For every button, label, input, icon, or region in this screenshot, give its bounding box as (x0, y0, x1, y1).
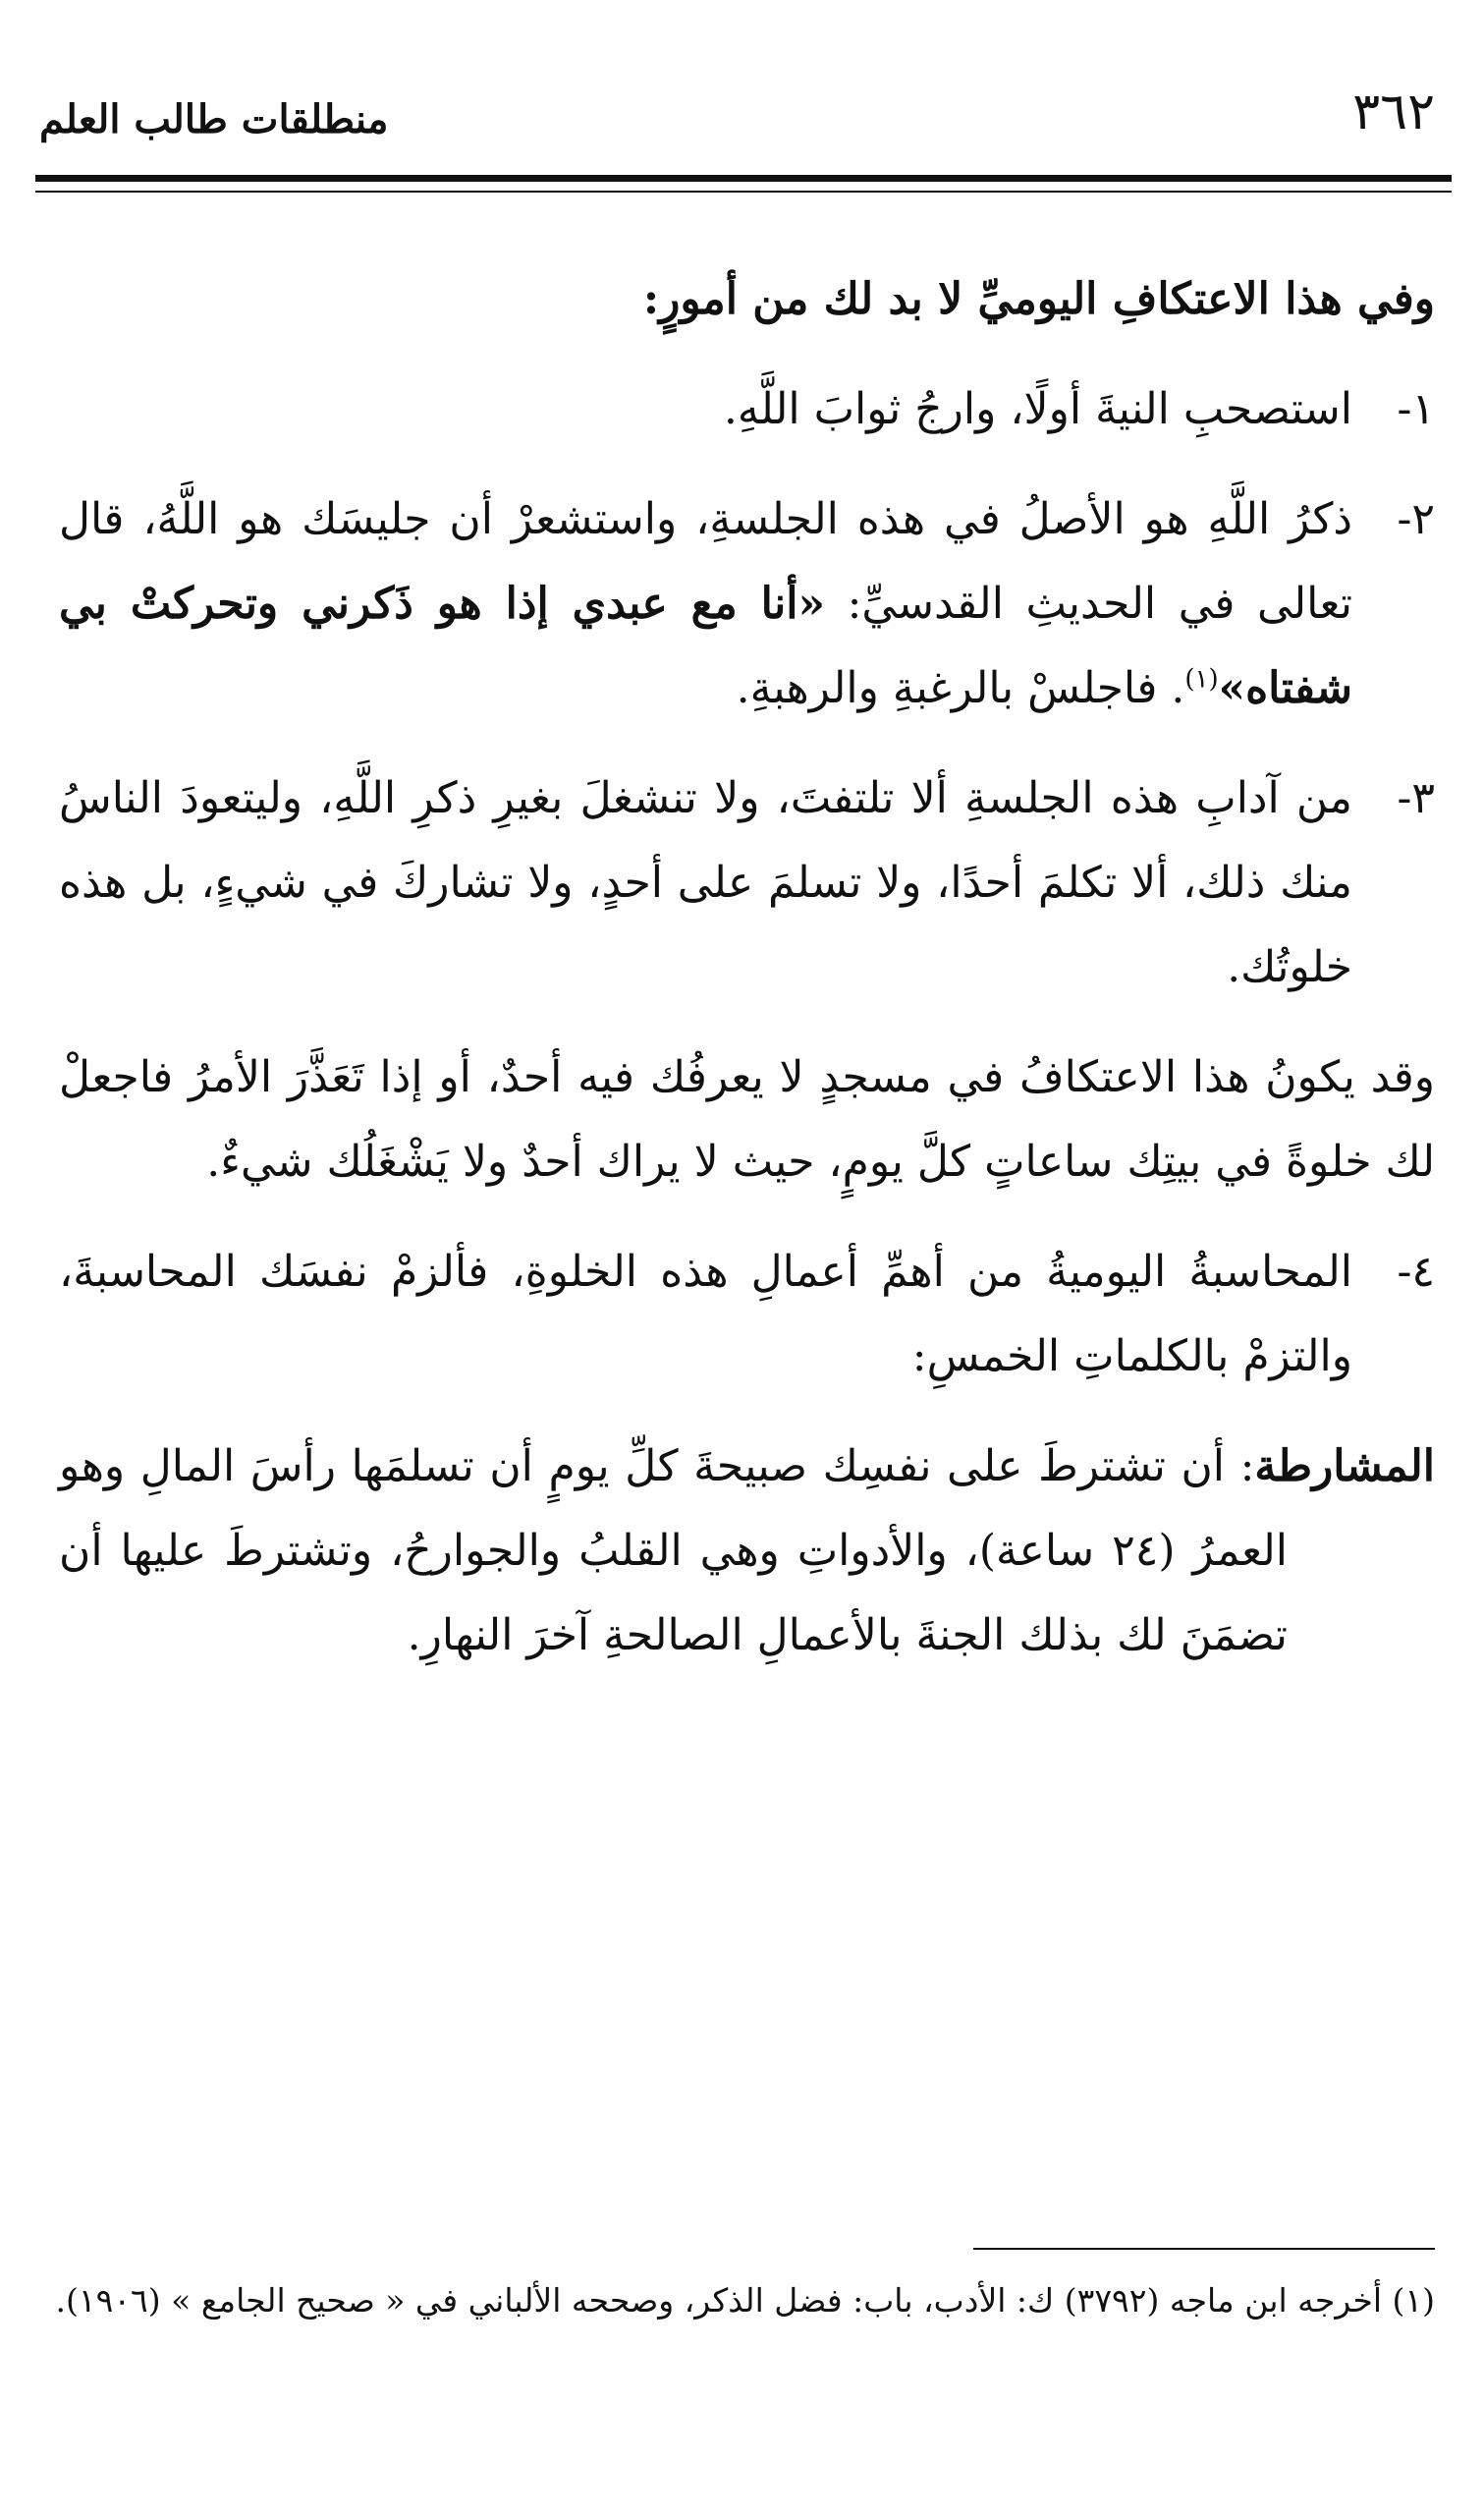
header-rule-thin (35, 191, 1452, 193)
header-rule-thick (35, 175, 1452, 182)
term-definition (59, 1425, 1435, 1678)
body-text (59, 257, 1435, 1704)
item-text: ذكرُ اللَّهِ هو الأصلُ في هذه الجلسةِ، واستشعرْ أن جليسَك هو اللَّهُ، قال تعالى في الحديثِ القدسيِّ: (59, 494, 1352, 629)
term-text: أن تشترطَ على نفسِك صبيحةَ كلِّ يومٍ أن تسلمَها رأسَ المالِ وهو العمرُ (٢٤ ساعة)، والأدواتِ وهي القلبُ والجوارحُ، وتشترطَ عليها أن تضمَنَ لك بذلك الجنةَ بالأعمالِ الصالحةِ آخرَ النهارِ. (59, 1441, 1288, 1660)
list-item-3 (59, 756, 1435, 1010)
item-text-continued: . فاجلسْ بالرغبةِ والرهبةِ. (736, 663, 1185, 713)
list-item-2 (59, 477, 1435, 731)
footnote (49, 2271, 1435, 2330)
hadith-quote: «أنا مع عبدي إذا هو ذَكرني وتحركتْ بي شفتاه» (59, 579, 1352, 713)
item-number: ٢- (1397, 494, 1435, 544)
footnote-divider (973, 2248, 1435, 2250)
footnote-text: (١) أخرجه ابن ماجه (٣٧٩٢) ك: الأدب، باب: فضل الذكر، وصححه الألباني في « صحيح الجامع » (١٩٠٦). (55, 2281, 1435, 2320)
item-text: استصحبِ النيةَ أولًا، وارجُ ثوابَ اللَّهِ. (723, 384, 1352, 434)
term-label: المشارطة (1254, 1441, 1435, 1491)
item-number: ٤- (1397, 1247, 1435, 1297)
item-number: ٣- (1397, 773, 1435, 823)
footnote-reference: (١) (1184, 664, 1219, 695)
item-text: المحاسبةُ اليوميةُ من أهمِّ أعمالِ هذه الخلوةِ، فألزمْ نفسَك المحاسبةَ، والتزمْ بالكلماتِ الخمسِ: (59, 1247, 1352, 1381)
term-colon: : (1224, 1441, 1255, 1491)
running-title: منطلقات طالب العلم (39, 96, 389, 142)
paragraph: وقد يكونُ هذا الاعتكافُ في مسجدٍ لا يعرفُك فيه أحدٌ، أو إذا تَعَذَّرَ الأمرُ فاجعلْ لك خلوةً في بيتِك ساعاتٍ كلَّ يومٍ، حيث لا يراك أحدٌ ولا يَشْغَلُك شيءٌ. (59, 1052, 1435, 1187)
item-number: ١- (1397, 384, 1435, 434)
page-number: ٣٦٢ (1352, 83, 1435, 141)
intro-line: وفي هذا الاعتكافِ اليوميِّ لا بد لك من أمورٍ: (642, 274, 1435, 324)
item-text: من آدابِ هذه الجلسةِ ألا تلتفتَ، ولا تنشغلَ بغيرِ ذكرِ اللَّهِ، وليتعودَ الناسُ منك ذلك، ألا تكلمَ أحدًا، ولا تسلمَ على أحدٍ، ولا تشاركَ في شيءٍ، بل هذه خلوتُك. (59, 773, 1352, 992)
list-item-4 (59, 1230, 1435, 1399)
list-item-1 (59, 367, 1435, 452)
